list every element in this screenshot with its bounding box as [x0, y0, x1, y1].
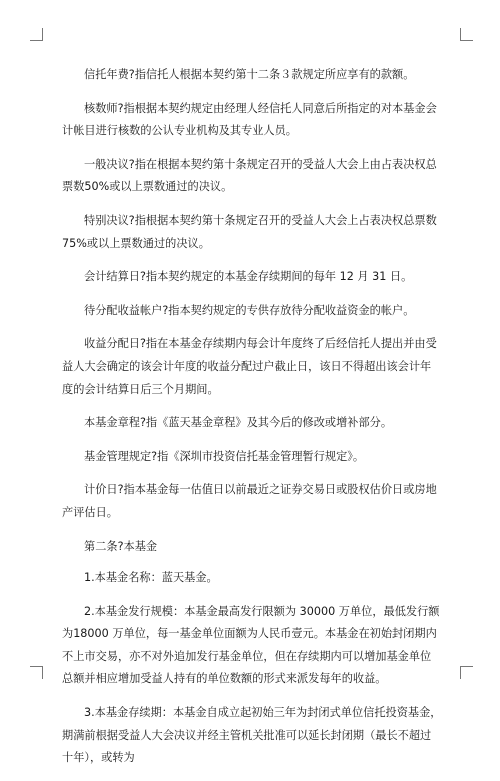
crop-mark-bottom-left	[30, 666, 43, 679]
definition-fund-charter: 本基金章程?指《蓝天基金章程》及其今后的修改或增补部分。	[84, 416, 393, 430]
section-heading: 第二条?本基金	[84, 539, 158, 553]
crop-mark-bottom-right	[460, 666, 473, 679]
definition-ordinary-resolution: 一般决议?指在根据本契约第十条规定召开的受益人大会上由占表决权总票数50%或以上票数通过的决议。	[62, 157, 437, 194]
clause-issue-size: 2.本基金发行规模：本基金最高发行限额为 30000 万单位，最低发行额为18000 万单位，每一基金单位面额为人民币壹元。本基金在初始封闭期内不上市交易，亦不对外追加发行基金单位，但在存续期内可以增加基金单位总额并相应增加受益人持有的单位数额的形式来派发每年的收益。	[62, 604, 440, 686]
document-body	[62, 64, 442, 781]
clause-fund-name: 1.本基金名称：蓝天基金。	[84, 571, 218, 585]
clause-duration: 3.本基金存续期：本基金自成立起初始三年为封闭式单位信托投资基金，期满前根据受益人大会决议并经主管机关批准可以延长封闭期（最长不超过十年），或转为	[62, 706, 442, 765]
definition-accounting-date: 会计结算日?指本契约规定的本基金存续期间的每年 12 月 31 日。	[84, 270, 413, 284]
crop-mark-top-left	[30, 28, 43, 41]
definition-valuation-date: 计价日?指本基金每一估值日以前最近之证券交易日或股权估价日或房地产评估日。	[62, 483, 437, 519]
definition-trust-fee: 信托年费?指信托人根据本契约第十二条３款规定所应享有的款额。	[84, 68, 415, 81]
definition-special-resolution: 特别决议?指根据本契约第十条规定召开的受益人大会上占表决权总票数 75%或以上票数通过的决议。	[62, 213, 437, 250]
definition-fund-regulation: 基金管理规定?指《深圳市投资信托基金管理暂行规定》。	[84, 449, 365, 463]
crop-mark-top-right	[460, 28, 473, 41]
definition-auditor: 核数师?指根据本契约规定由经理人经信托人同意后所指定的对本基金会计帐目进行核数的公认专业机构及其专业人员。	[62, 101, 437, 138]
definition-distribution-date: 收益分配日?指在本基金存续期内每会计年度终了后经信托人提出并由受益人大会确定的该会计年度的收益分配过户截止日，该日不得超出该会计年度的会计结算日后三个月期间。	[62, 337, 437, 396]
definition-distribution-account: 待分配收益帐户?指本契约规定的专供存放待分配收益资金的帐户。	[84, 303, 415, 317]
